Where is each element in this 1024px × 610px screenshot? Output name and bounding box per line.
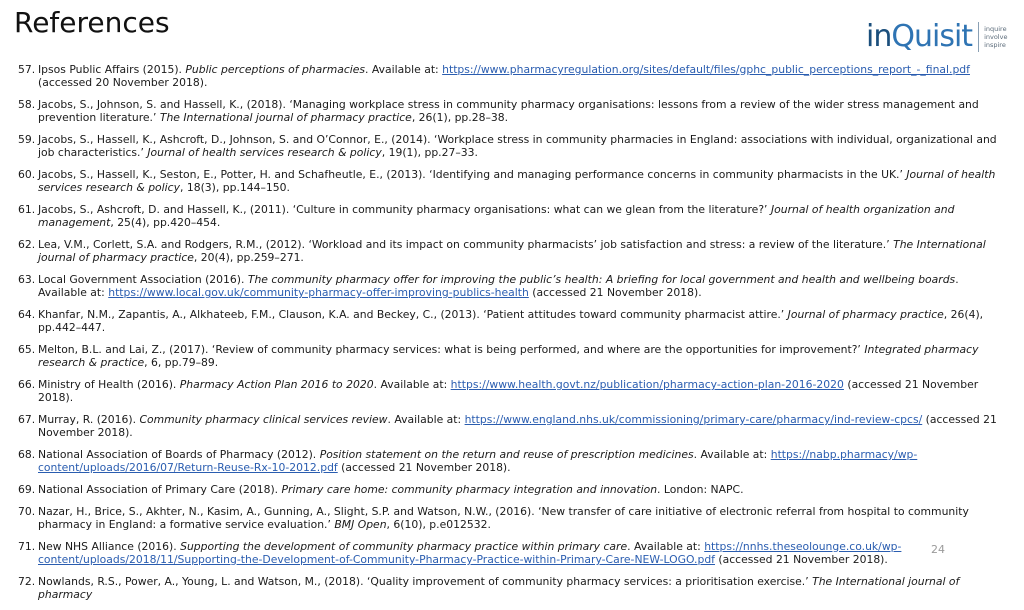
reference-item: [18, 343, 1003, 369]
reference-text: [38, 505, 1003, 531]
reference-segment: . Available at:: [627, 539, 705, 553]
reference-segment: (accessed 21 November 2018).: [337, 461, 511, 475]
reference-text: [38, 203, 1003, 229]
page-title: References: [14, 6, 170, 39]
reference-title: Pharmacy Action Plan 2016 to 2020: [179, 378, 374, 391]
reference-number: 59.: [18, 133, 36, 146]
reference-item: [18, 133, 1003, 159]
reference-segment: (accessed 21 November 2018).: [714, 553, 888, 566]
reference-segment: New NHS Alliance (2016).: [38, 539, 181, 553]
reference-number: 58.: [18, 98, 36, 111]
reference-segment: , 20(4), pp.259–271.: [193, 251, 304, 265]
reference-item: [18, 505, 1003, 531]
reference-segment: , 26(1), pp.28–38.: [411, 111, 509, 125]
reference-segment: Murray, R. (2016).: [38, 413, 140, 426]
reference-segment: Lea, V.M., Corlett, S.A. and Rodgers, R.M., (2012). ‘Workload and its impact on community pharmacists’ job satisfaction and stress: a review of the literature.’: [38, 238, 894, 251]
reference-title: The community pharmacy offer for improving the public’s health: A briefing for local government and health and wellbeing boards: [247, 273, 956, 286]
reference-item: [18, 238, 1003, 264]
reference-number: 66.: [18, 378, 36, 391]
reference-text: [38, 540, 1003, 566]
reference-text: [38, 378, 1003, 404]
reference-segment: (accessed 21 November 2018).: [38, 413, 997, 440]
reference-link[interactable]: https://nabp.pharmacy/wp-content/uploads/2016/07/Return-Reuse-Rx-10-2012.pdf: [38, 448, 918, 475]
reference-text: [38, 63, 1003, 89]
reference-segment: , 6, pp.79–89.: [144, 356, 219, 370]
logo-tagline: inquire involve inspire: [984, 25, 1008, 49]
reference-item: [18, 98, 1003, 124]
reference-number: 65.: [18, 343, 36, 356]
reference-segment: , 6(10), p.e012532.: [386, 518, 491, 531]
reference-item: [18, 575, 1003, 601]
reference-text: [38, 273, 1003, 299]
reference-text: [38, 413, 1003, 439]
reference-link[interactable]: https://www.health.govt.nz/publication/pharmacy-action-plan-2016-2020: [450, 378, 844, 391]
reference-text: [38, 133, 1003, 159]
reference-number: 70.: [18, 504, 36, 518]
reference-segment: (accessed 20 November 2018).: [38, 76, 208, 90]
reference-segment: Melton, B.L. and Lai, Z., (2017). ‘Review of community pharmacy services: what is being performed, and where are the opportunities for improvement?’: [38, 343, 865, 356]
reference-list: [18, 63, 1003, 610]
reference-segment: . Available at:: [693, 448, 771, 461]
reference-text: [38, 343, 1003, 369]
reference-title: BMJ Open: [334, 518, 387, 531]
reference-segment: , 25(4), pp.420–454.: [110, 216, 221, 230]
reference-segment: Jacobs, S., Hassell, K., Ashcroft, D., Johnson, S. and O’Connor, E., (2014). ‘Workplace stress in community pharmacies in England: associations with individual, organizational and job characteristics.’: [38, 133, 997, 160]
reference-number: 68.: [18, 448, 36, 461]
reference-text: [38, 238, 1003, 264]
reference-segment: , 19(1), pp.27–33.: [381, 146, 478, 160]
reference-segment: Ministry of Health (2016).: [38, 378, 180, 391]
reference-title: Community pharmacy clinical services review: [139, 413, 388, 426]
reference-link[interactable]: https://www.england.nhs.uk/commissioning/primary-care/pharmacy/ind-review-cpcs/: [464, 413, 923, 426]
reference-title: The International journal of pharmacy: [38, 574, 960, 601]
reference-item: [18, 203, 1003, 229]
reference-segment: (accessed 21 November 2018).: [528, 286, 702, 300]
reference-link[interactable]: https://www.local.gov.uk/community-pharmacy-offer-improving-publics-health: [108, 286, 529, 300]
reference-title: Journal of health organization and management: [38, 203, 955, 230]
reference-item: [18, 413, 1003, 439]
reference-text: [38, 448, 1003, 474]
reference-segment: . Available at:: [365, 63, 443, 76]
reference-segment: , 26(4), pp.442–447.: [38, 308, 984, 335]
reference-title: Journal of health services research & policy: [147, 146, 382, 160]
reference-text: [38, 98, 1003, 124]
reference-segment: , 18(3), pp.144–150.: [179, 181, 290, 195]
reference-title: Journal of pharmacy practice: [787, 308, 944, 321]
reference-number: 64.: [18, 308, 36, 321]
reference-title: Primary care home: community pharmacy integration and innovation: [281, 483, 658, 496]
reference-link[interactable]: https://www.pharmacyregulation.org/sites/default/files/gphc_public_perceptions_report_-_final.pdf: [442, 63, 970, 76]
reference-title: Public perceptions of pharmacies: [185, 63, 366, 76]
reference-text: [38, 308, 1003, 334]
reference-item: [18, 273, 1003, 299]
reference-segment: (accessed 21 November 2018).: [38, 378, 979, 405]
reference-title: The International journal of pharmacy practice: [38, 238, 986, 265]
reference-link[interactable]: https://nnhs.theseolounge.co.uk/wp-content/uploads/2018/11/Supporting-the-Development-of-Community-Pharmacy-Practice-within-Primary-Care-NEW-LOGO.pdf: [38, 539, 902, 566]
reference-segment: Ipsos Public Affairs (2015).: [38, 63, 186, 76]
reference-segment: . Available at:: [38, 273, 959, 300]
reference-title: Journal of health services research & policy: [38, 168, 996, 195]
reference-segment: Nowlands, R.S., Power, A., Young, L. and Watson, M., (2018). ‘Quality improvement of community pharmacy services: a prioritisation exercise.’: [38, 574, 813, 588]
reference-text: [38, 483, 1003, 496]
reference-title: Integrated pharmacy research & practice: [38, 343, 979, 370]
reference-segment: Jacobs, S., Ashcroft, D. and Hassell, K., (2011). ‘Culture in community pharmacy organisations: what can we glean from the literature?’: [38, 203, 771, 216]
reference-number: 60.: [18, 168, 36, 181]
reference-title: Position statement on the return and reuse of prescription medicines: [319, 448, 694, 461]
reference-segment: Local Government Association (2016).: [38, 273, 248, 286]
reference-item: [18, 63, 1003, 89]
reference-segment: Nazar, H., Brice, S., Akhter, N., Kasim, A., Gunning, A., Slight, S.P. and Watson, N.W., (2016). ‘New transfer of care initiative of electronic referral from hospital to community pharmacy in England: a formative service evaluation.’: [38, 504, 969, 531]
reference-number: 71.: [18, 539, 36, 553]
reference-item: [18, 308, 1003, 334]
reference-text: [38, 168, 1003, 194]
reference-number: 72.: [18, 574, 36, 588]
reference-item: [18, 448, 1003, 474]
page-number: 24: [931, 543, 945, 556]
logo-wordmark: inQuisit: [866, 19, 973, 54]
reference-item: [18, 378, 1003, 404]
reference-number: 69.: [18, 483, 36, 496]
reference-title: Supporting the development of community pharmacy practice within primary care: [180, 539, 628, 553]
logo-divider: [978, 22, 979, 52]
reference-item: [18, 483, 1003, 496]
reference-text: [38, 575, 1003, 601]
reference-item: [18, 168, 1003, 194]
reference-number: 67.: [18, 413, 36, 426]
reference-segment: . London: NAPC.: [657, 483, 744, 496]
reference-segment: . Available at:: [373, 378, 451, 391]
reference-number: 62.: [18, 238, 36, 251]
reference-segment: National Association of Boards of Pharmacy (2012).: [38, 448, 320, 461]
reference-number: 61.: [18, 203, 36, 216]
reference-segment: . Available at:: [387, 413, 465, 426]
inquisit-logo: [866, 20, 1007, 54]
reference-title: The International journal of pharmacy practice: [159, 111, 412, 125]
reference-segment: Jacobs, S., Hassell, K., Seston, E., Potter, H. and Schafheutle, E., (2013). ‘Identifying and managing performance concerns in community pharmacists in the UK.’: [38, 168, 907, 181]
reference-number: 63.: [18, 273, 36, 286]
reference-segment: National Association of Primary Care (2018).: [38, 483, 282, 496]
reference-segment: Khanfar, N.M., Zapantis, A., Alkhateeb, F.M., Clauson, K.A. and Beckey, C., (2013). ‘Patient attitudes toward community pharmacist attire.’: [38, 308, 788, 321]
reference-item: [18, 540, 1003, 566]
reference-number: 57.: [18, 63, 36, 76]
reference-segment: Jacobs, S., Johnson, S. and Hassell, K., (2018). ‘Managing workplace stress in community pharmacy organisations: lessons from a review of the wider stress management and prevention literature.’: [38, 98, 979, 125]
